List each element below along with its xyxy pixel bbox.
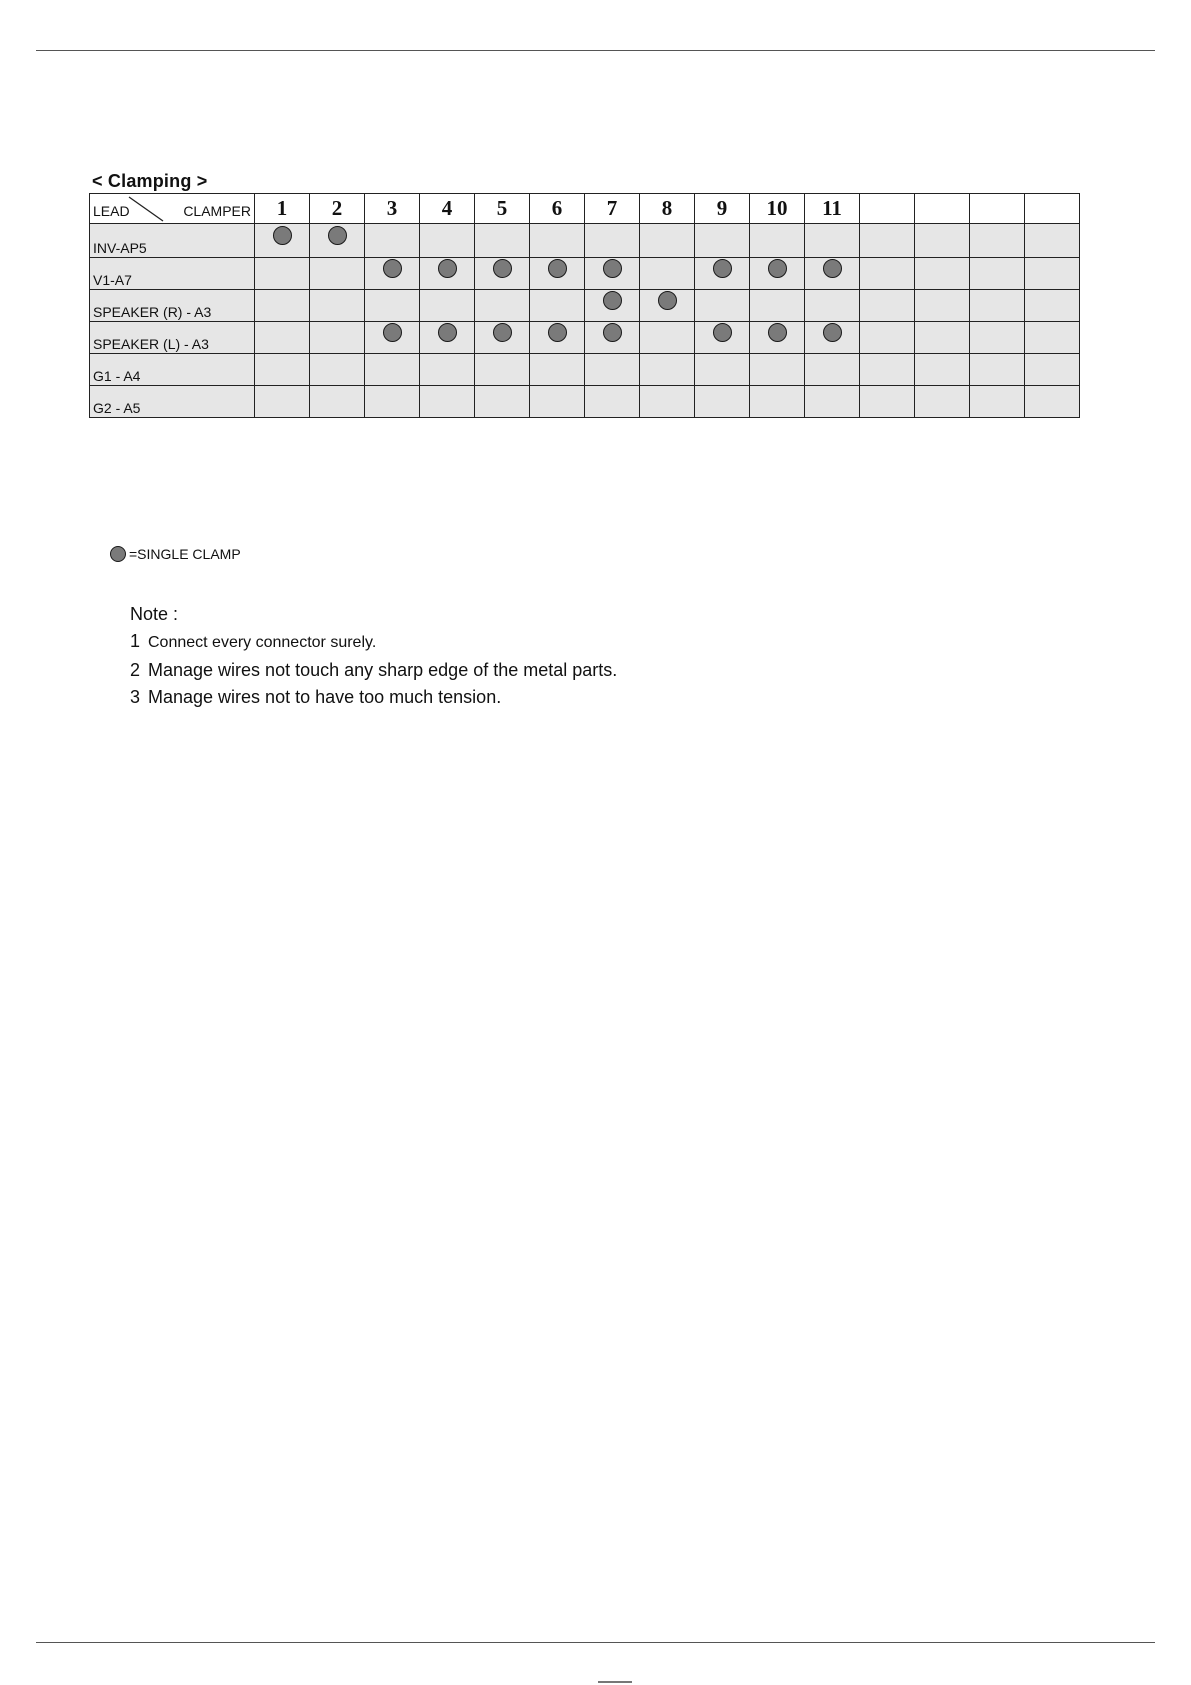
clamp-cell [695,354,750,386]
note-text: Manage wires not touch any sharp edge of the metal parts. [148,660,618,680]
clamp-cell [310,386,365,418]
clamp-cell [475,258,530,290]
clamp-cell [530,290,585,322]
column-header: 7 [585,194,640,224]
clamp-cell [255,290,310,322]
clamp-cell [915,258,970,290]
clamp-cell [365,322,420,354]
clamp-cell [585,354,640,386]
column-header [1025,194,1080,224]
clamp-cell [1025,290,1080,322]
clamp-cell [750,290,805,322]
clamp-cell [750,354,805,386]
notes-block [130,604,617,709]
footer-rule [36,1642,1155,1643]
clamp-cell [475,224,530,258]
clamp-cell [805,354,860,386]
clamp-cell [255,322,310,354]
clamp-cell [640,258,695,290]
clamp-cell [970,322,1025,354]
column-header [970,194,1025,224]
clamp-cell [1025,386,1080,418]
lead-label: G2 - A5 [90,386,255,418]
clamp-cell [915,386,970,418]
single-clamp-icon [713,323,732,342]
table-body [90,224,1080,418]
clamp-cell [585,386,640,418]
single-clamp-icon [823,259,842,278]
single-clamp-icon [548,323,567,342]
note-text: Connect every connector surely. [148,634,377,651]
clamp-cell [475,322,530,354]
clamp-cell [750,322,805,354]
clamp-cell [420,224,475,258]
single-clamp-icon [768,259,787,278]
column-header: 2 [310,194,365,224]
single-clamp-icon [603,259,622,278]
clamp-cell [420,322,475,354]
table-row [90,258,1080,290]
notes-title: Note : [130,604,179,624]
single-clamp-icon [713,259,732,278]
clamp-cell [750,386,805,418]
clamp-cell [310,224,365,258]
clamp-cell [475,290,530,322]
clamp-cell [970,258,1025,290]
single-clamp-icon [438,259,457,278]
clamp-cell [310,258,365,290]
table-corner-header [90,194,255,224]
clamp-cell [255,224,310,258]
clamp-cell [310,290,365,322]
clamp-cell [1025,354,1080,386]
clamp-cell [805,322,860,354]
legend [110,546,241,562]
table-row [90,322,1080,354]
note-number: 1 [130,631,141,651]
lead-header-label: LEAD [93,203,130,219]
clamp-cell [860,354,915,386]
clamp-cell [585,258,640,290]
clamp-cell [365,224,420,258]
clamp-cell [640,386,695,418]
single-clamp-icon [438,323,457,342]
column-header: 5 [475,194,530,224]
column-header: 11 [805,194,860,224]
clamp-cell [695,258,750,290]
clamp-cell [420,354,475,386]
table-row [90,290,1080,322]
single-clamp-icon [110,546,126,562]
clamp-cell [255,386,310,418]
table-row [90,354,1080,386]
column-header: 1 [255,194,310,224]
single-clamp-icon [383,259,402,278]
clamp-cell [695,322,750,354]
note-item [130,629,617,655]
clamp-cell [970,354,1025,386]
clamp-cell [530,322,585,354]
lead-label: SPEAKER (L) - A3 [90,322,255,354]
clamp-cell [420,290,475,322]
single-clamp-icon [603,323,622,342]
table-header-row [90,194,1080,224]
single-clamp-icon [493,259,512,278]
clamp-cell [970,290,1025,322]
legend-label: =SINGLE CLAMP [129,546,241,562]
clamp-cell [310,354,365,386]
single-clamp-icon [493,323,512,342]
clamp-cell [475,386,530,418]
lead-label: V1-A7 [90,258,255,290]
clamp-cell [255,354,310,386]
clamp-cell [255,258,310,290]
clamp-cell [970,386,1025,418]
clamp-cell [805,258,860,290]
clamping-table [89,193,1080,418]
clamper-header-label: CLAMPER [183,203,251,219]
lead-label: G1 - A4 [90,354,255,386]
clamp-cell [365,258,420,290]
clamp-cell [1025,322,1080,354]
column-header: 8 [640,194,695,224]
clamp-cell [530,354,585,386]
clamp-cell [915,224,970,258]
clamp-cell [530,258,585,290]
note-number: 2 [130,660,141,680]
clamp-cell [970,224,1025,258]
clamp-cell [420,386,475,418]
lead-label: SPEAKER (R) - A3 [90,290,255,322]
note-item [130,685,617,709]
clamp-cell [750,258,805,290]
single-clamp-icon [823,323,842,342]
clamp-cell [860,290,915,322]
single-clamp-icon [273,226,292,245]
clamp-cell [805,224,860,258]
clamp-cell [695,386,750,418]
header-rule [36,50,1155,51]
table-row [90,386,1080,418]
column-header: 4 [420,194,475,224]
note-item [130,658,617,682]
lead-label: INV-AP5 [90,224,255,258]
single-clamp-icon [328,226,347,245]
column-header: 9 [695,194,750,224]
clamp-cell [475,354,530,386]
clamp-cell [1025,258,1080,290]
single-clamp-icon [383,323,402,342]
clamp-cell [805,290,860,322]
single-clamp-icon [768,323,787,342]
clamp-cell [915,354,970,386]
clamp-cell [860,386,915,418]
clamp-cell [695,290,750,322]
column-header: 10 [750,194,805,224]
column-header [860,194,915,224]
clamp-cell [310,322,365,354]
note-text: Manage wires not to have too much tension. [148,687,502,707]
clamp-cell [585,322,640,354]
single-clamp-icon [603,291,622,310]
clamp-cell [640,354,695,386]
clamp-cell [585,224,640,258]
clamp-cell [365,354,420,386]
table-row [90,224,1080,258]
diagonal-divider-icon [127,195,165,223]
clamp-cell [860,224,915,258]
clamp-cell [805,386,860,418]
footer-mark [598,1681,632,1683]
column-header [915,194,970,224]
column-header: 6 [530,194,585,224]
clamp-cell [640,224,695,258]
single-clamp-icon [658,291,677,310]
section-title: < Clamping > [92,171,208,191]
clamp-cell [750,224,805,258]
clamp-cell [915,322,970,354]
single-clamp-icon [548,259,567,278]
note-number: 3 [130,687,141,707]
clamp-cell [640,290,695,322]
clamp-cell [365,386,420,418]
column-header: 3 [365,194,420,224]
clamp-cell [420,258,475,290]
clamp-cell [365,290,420,322]
clamp-cell [1025,224,1080,258]
clamp-cell [585,290,640,322]
clamp-cell [860,258,915,290]
clamp-cell [915,290,970,322]
clamp-cell [640,322,695,354]
clamp-cell [530,386,585,418]
clamp-cell [530,224,585,258]
clamp-cell [860,322,915,354]
clamp-cell [695,224,750,258]
